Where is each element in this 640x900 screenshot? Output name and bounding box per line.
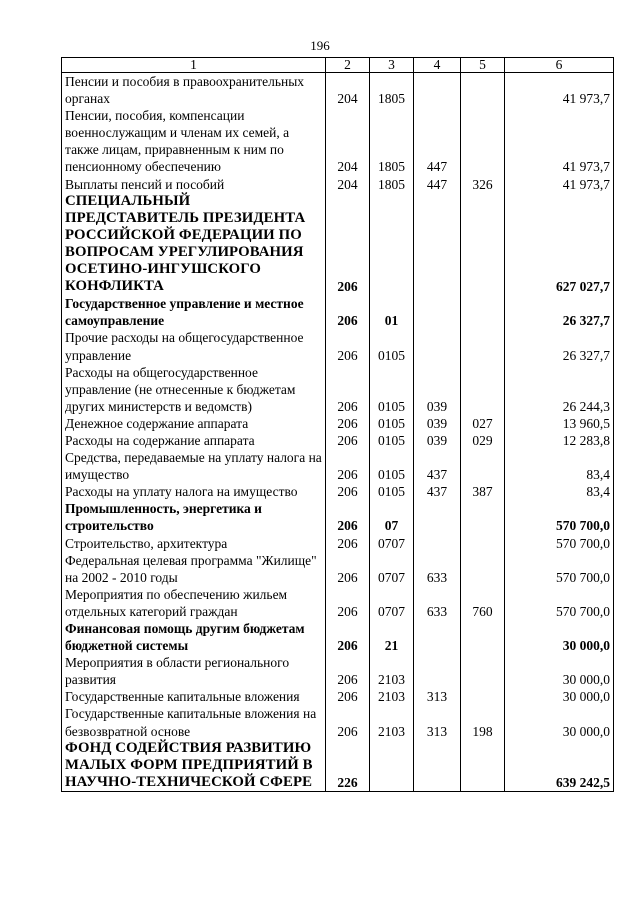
row-code-2: 206	[326, 535, 370, 552]
row-name: Выплаты пенсий и пособий	[62, 176, 326, 193]
row-name: Средства, передаваемые на уплату налога на имущество	[62, 449, 326, 483]
row-name: Государственные капитальные вложения на безвозвратной основе	[62, 705, 326, 739]
row-amount: 83,4	[505, 483, 614, 500]
column-header: 1	[62, 58, 326, 73]
row-code-5: 029	[461, 432, 505, 449]
row-code-3: 0707	[370, 535, 414, 552]
row-amount: 30 000,0	[505, 654, 614, 688]
table-row	[62, 415, 614, 432]
row-code-3: 07	[370, 500, 414, 534]
row-code-4	[414, 740, 461, 792]
page-number: 196	[310, 38, 330, 53]
table-row	[62, 586, 614, 620]
row-code-4: 039	[414, 432, 461, 449]
table-row	[62, 449, 614, 483]
row-amount: 627 027,7	[505, 193, 614, 296]
row-code-5: 326	[461, 176, 505, 193]
row-code-5	[461, 654, 505, 688]
row-code-4	[414, 620, 461, 654]
row-code-5: 027	[461, 415, 505, 432]
row-code-2: 206	[326, 329, 370, 363]
row-code-4: 633	[414, 586, 461, 620]
row-name: Промышленность, энергетика и строительство	[62, 500, 326, 534]
row-code-2: 206	[326, 295, 370, 329]
row-amount: 26 327,7	[505, 295, 614, 329]
row-code-2: 204	[326, 176, 370, 193]
row-code-2: 206	[326, 654, 370, 688]
row-name: Прочие расходы на общегосударственное управление	[62, 329, 326, 363]
row-amount: 12 283,8	[505, 432, 614, 449]
row-code-5	[461, 364, 505, 415]
column-header: 5	[461, 58, 505, 73]
row-name: Расходы на общегосударственное управление (не отнесенные к бюджетам других министерств и ведомств)	[62, 364, 326, 415]
row-code-2: 206	[326, 552, 370, 586]
table-row	[62, 329, 614, 363]
row-name: Мероприятия в области регионального развития	[62, 654, 326, 688]
row-code-4	[414, 193, 461, 296]
row-code-4: 447	[414, 107, 461, 175]
row-code-4	[414, 654, 461, 688]
row-code-5	[461, 193, 505, 296]
row-code-3: 2103	[370, 654, 414, 688]
row-code-5	[461, 295, 505, 329]
row-code-2: 206	[326, 364, 370, 415]
row-code-3	[370, 740, 414, 792]
row-name: Финансовая помощь другим бюджетам бюджетной системы	[62, 620, 326, 654]
row-amount: 26 244,3	[505, 364, 614, 415]
row-name: СПЕЦИАЛЬНЫЙ ПРЕДСТАВИТЕЛЬ ПРЕЗИДЕНТА РОССИЙСКОЙ ФЕДЕРАЦИИ ПО ВОПРОСАМ УРЕГУЛИРОВАНИЯ ОСЕТИНО-ИНГУШСКОГО КОНФЛИКТА	[62, 193, 326, 296]
row-name: Строительство, архитектура	[62, 535, 326, 552]
table-row	[62, 176, 614, 193]
row-code-2: 204	[326, 107, 370, 175]
column-header: 3	[370, 58, 414, 73]
row-code-2: 206	[326, 449, 370, 483]
row-code-4: 447	[414, 176, 461, 193]
table-header-row	[62, 58, 614, 73]
row-name: Денежное содержание аппарата	[62, 415, 326, 432]
row-code-3: 0105	[370, 432, 414, 449]
row-code-4: 633	[414, 552, 461, 586]
row-code-2: 206	[326, 193, 370, 296]
table-row	[62, 483, 614, 500]
table-row	[62, 107, 614, 175]
row-code-5: 760	[461, 586, 505, 620]
row-amount: 13 960,5	[505, 415, 614, 432]
row-name: Государственное управление и местное самоуправление	[62, 295, 326, 329]
row-name: Пенсии и пособия в правоохранительных органах	[62, 73, 326, 108]
row-amount: 30 000,0	[505, 620, 614, 654]
row-amount: 570 700,0	[505, 535, 614, 552]
table-row	[62, 193, 614, 296]
row-code-4	[414, 73, 461, 108]
row-code-3: 0105	[370, 364, 414, 415]
row-code-3: 0105	[370, 329, 414, 363]
table-row	[62, 535, 614, 552]
row-code-3: 0707	[370, 586, 414, 620]
row-code-2: 204	[326, 73, 370, 108]
row-amount: 639 242,5	[505, 740, 614, 792]
table-row	[62, 364, 614, 415]
row-code-5	[461, 552, 505, 586]
row-name: ФОНД СОДЕЙСТВИЯ РАЗВИТИЮ МАЛЫХ ФОРМ ПРЕДПРИЯТИЙ В НАУЧНО-ТЕХНИЧЕСКОЙ СФЕРЕ	[62, 740, 326, 792]
row-code-3: 0105	[370, 449, 414, 483]
row-code-3: 1805	[370, 176, 414, 193]
row-code-2: 226	[326, 740, 370, 792]
column-header: 2	[326, 58, 370, 73]
row-amount: 30 000,0	[505, 688, 614, 705]
row-code-5	[461, 329, 505, 363]
row-name: Расходы на содержание аппарата	[62, 432, 326, 449]
budget-table	[61, 57, 614, 792]
row-code-2: 206	[326, 688, 370, 705]
row-code-3: 01	[370, 295, 414, 329]
row-code-5	[461, 449, 505, 483]
row-amount: 30 000,0	[505, 705, 614, 739]
row-amount: 570 700,0	[505, 552, 614, 586]
table-row	[62, 552, 614, 586]
row-code-2: 206	[326, 483, 370, 500]
row-code-5	[461, 500, 505, 534]
row-name: Федеральная целевая программа "Жилище" на 2002 - 2010 годы	[62, 552, 326, 586]
table-row	[62, 620, 614, 654]
table-row	[62, 432, 614, 449]
row-name: Государственные капитальные вложения	[62, 688, 326, 705]
row-amount: 41 973,7	[505, 73, 614, 108]
row-code-5	[461, 688, 505, 705]
row-amount: 26 327,7	[505, 329, 614, 363]
row-amount: 41 973,7	[505, 176, 614, 193]
row-code-4: 313	[414, 688, 461, 705]
row-amount: 570 700,0	[505, 500, 614, 534]
row-code-5: 198	[461, 705, 505, 739]
table-row	[62, 295, 614, 329]
row-code-5: 387	[461, 483, 505, 500]
row-name: Расходы на уплату налога на имущество	[62, 483, 326, 500]
row-code-5	[461, 107, 505, 175]
table-row	[62, 688, 614, 705]
row-name: Мероприятия по обеспечению жильем отдельных категорий граждан	[62, 586, 326, 620]
row-code-4	[414, 329, 461, 363]
column-header: 6	[505, 58, 614, 73]
row-code-3: 0105	[370, 483, 414, 500]
row-code-2: 206	[326, 705, 370, 739]
table-row	[62, 740, 614, 792]
row-code-3	[370, 193, 414, 296]
row-amount: 41 973,7	[505, 107, 614, 175]
row-amount: 570 700,0	[505, 586, 614, 620]
row-code-2: 206	[326, 432, 370, 449]
row-code-5	[461, 535, 505, 552]
row-code-4: 437	[414, 449, 461, 483]
row-code-4: 437	[414, 483, 461, 500]
row-code-3: 1805	[370, 107, 414, 175]
row-code-5	[461, 620, 505, 654]
row-code-5	[461, 73, 505, 108]
row-code-4	[414, 295, 461, 329]
row-code-3: 1805	[370, 73, 414, 108]
row-code-3: 0707	[370, 552, 414, 586]
row-code-4: 039	[414, 415, 461, 432]
table-row	[62, 500, 614, 534]
row-code-2: 206	[326, 415, 370, 432]
table-row	[62, 705, 614, 739]
column-header: 4	[414, 58, 461, 73]
row-code-5	[461, 740, 505, 792]
table-row	[62, 654, 614, 688]
row-code-3: 2103	[370, 688, 414, 705]
row-code-4: 039	[414, 364, 461, 415]
row-code-3: 0105	[370, 415, 414, 432]
row-code-2: 206	[326, 500, 370, 534]
row-code-4: 313	[414, 705, 461, 739]
row-code-4	[414, 535, 461, 552]
row-code-3: 21	[370, 620, 414, 654]
row-code-3: 2103	[370, 705, 414, 739]
row-code-2: 206	[326, 586, 370, 620]
table-row	[62, 73, 614, 108]
row-name: Пенсии, пособия, компенсации военнослужащим и членам их семей, а также лицам, приравненным к ним по пенсионному обеспечению	[62, 107, 326, 175]
row-amount: 83,4	[505, 449, 614, 483]
row-code-2: 206	[326, 620, 370, 654]
row-code-4	[414, 500, 461, 534]
